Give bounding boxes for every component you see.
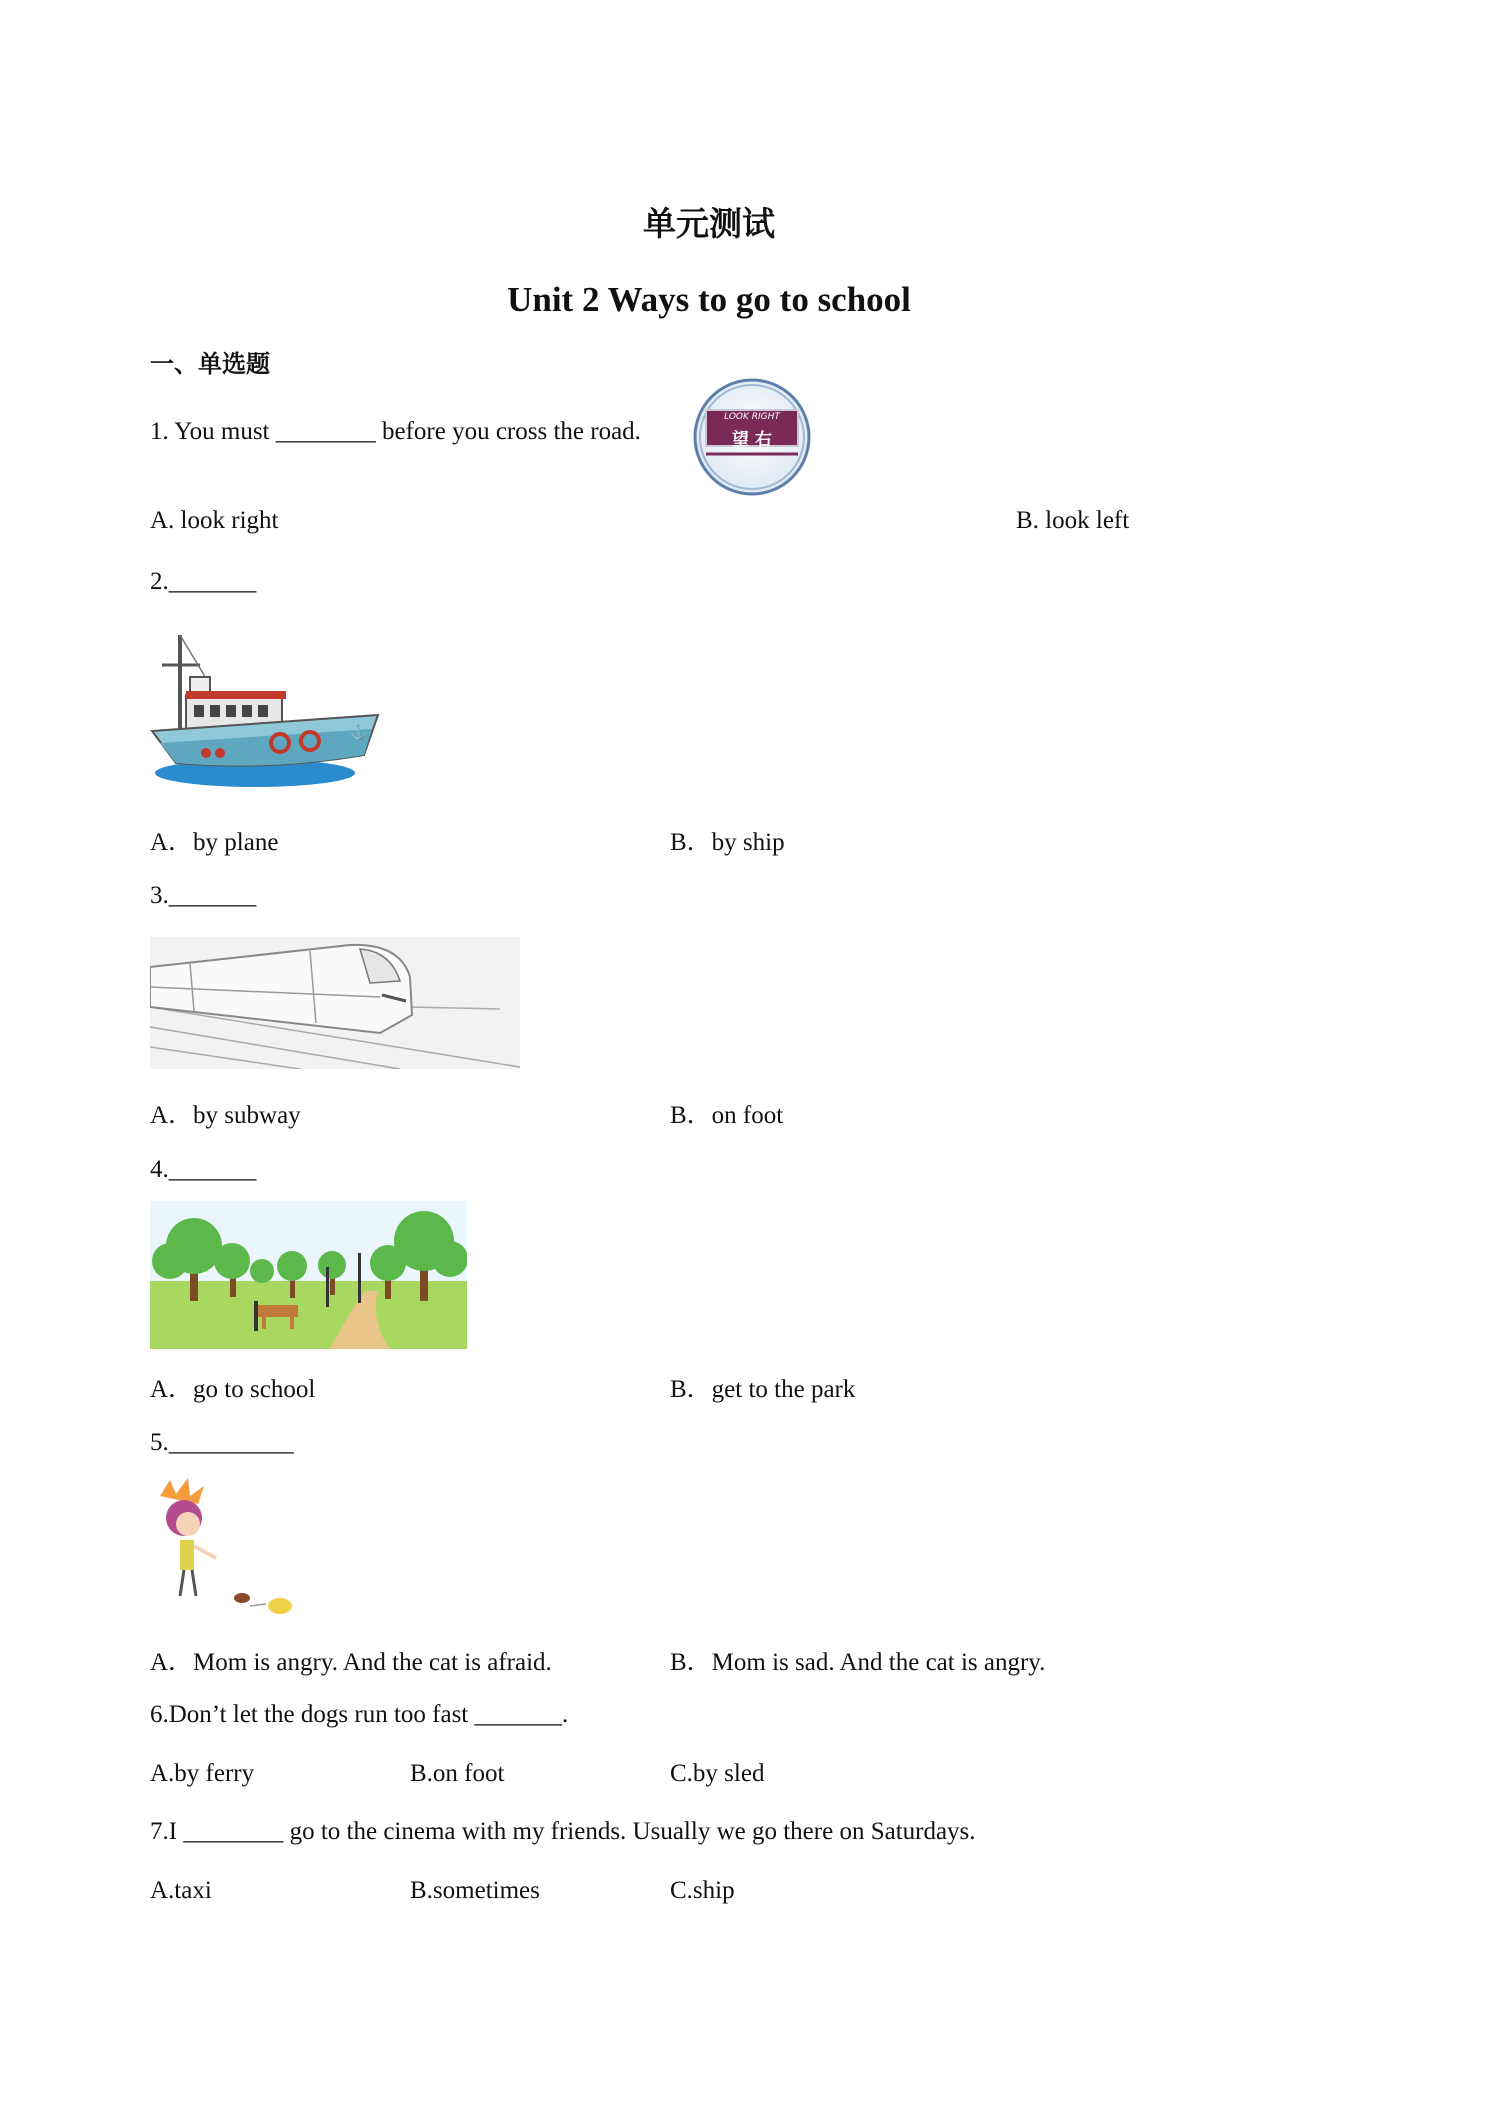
q2-option-b[interactable]: B．by ship: [670, 829, 785, 856]
q3-option-b[interactable]: B．on foot: [670, 1102, 784, 1129]
question-3-stem: 3._______: [150, 882, 257, 909]
look-right-sign-icon: [692, 377, 812, 497]
train-picture: [150, 937, 520, 1069]
q7-option-b[interactable]: B.sometimes: [410, 1877, 540, 1904]
park-picture: [150, 1201, 467, 1349]
question-7-stem: 7.I ________ go to the cinema with my friends. Usually we go there on Saturdays.: [150, 1818, 976, 1845]
q2-option-a[interactable]: A．by plane: [150, 829, 279, 856]
q4-option-a[interactable]: A．go to school: [150, 1376, 316, 1403]
q6-option-a[interactable]: A.by ferry: [150, 1760, 255, 1787]
q6-option-c[interactable]: C.by sled: [670, 1760, 765, 1787]
sign-text-chinese: 望 右: [732, 430, 772, 450]
sign-text-english: LOOK RIGHT: [724, 412, 780, 422]
question-6-stem: 6.Don’t let the dogs run too fast _______.: [150, 1701, 569, 1728]
q6-option-b[interactable]: B.on foot: [410, 1760, 505, 1787]
svg-text:⚓: ⚓: [350, 726, 368, 741]
page-subtitle: Unit 2 Ways to go to school: [507, 280, 911, 319]
q3-option-a[interactable]: A．by subway: [150, 1102, 301, 1129]
q7-option-c[interactable]: C.ship: [670, 1877, 735, 1904]
question-1-stem: 1. You must ________ before you cross the road.: [150, 418, 641, 445]
page-title: 单元测试: [643, 204, 775, 243]
q5-option-a[interactable]: A．Mom is angry. And the cat is afraid.: [150, 1649, 552, 1676]
q4-option-b[interactable]: B．get to the park: [670, 1376, 856, 1403]
angry-mom-picture: [150, 1478, 302, 1620]
question-4-stem: 4._______: [150, 1156, 257, 1183]
question-5-stem: 5.__________: [150, 1429, 294, 1456]
q5-option-b[interactable]: B．Mom is sad. And the cat is angry.: [670, 1649, 1046, 1676]
q7-option-a[interactable]: A.taxi: [150, 1877, 212, 1904]
question-2-stem: 2._______: [150, 568, 257, 595]
ship-picture: [150, 625, 382, 793]
section-heading: 一、单选题: [150, 350, 270, 378]
q1-option-b[interactable]: B. look left: [1016, 507, 1130, 534]
q1-option-a[interactable]: A. look right: [150, 507, 279, 534]
